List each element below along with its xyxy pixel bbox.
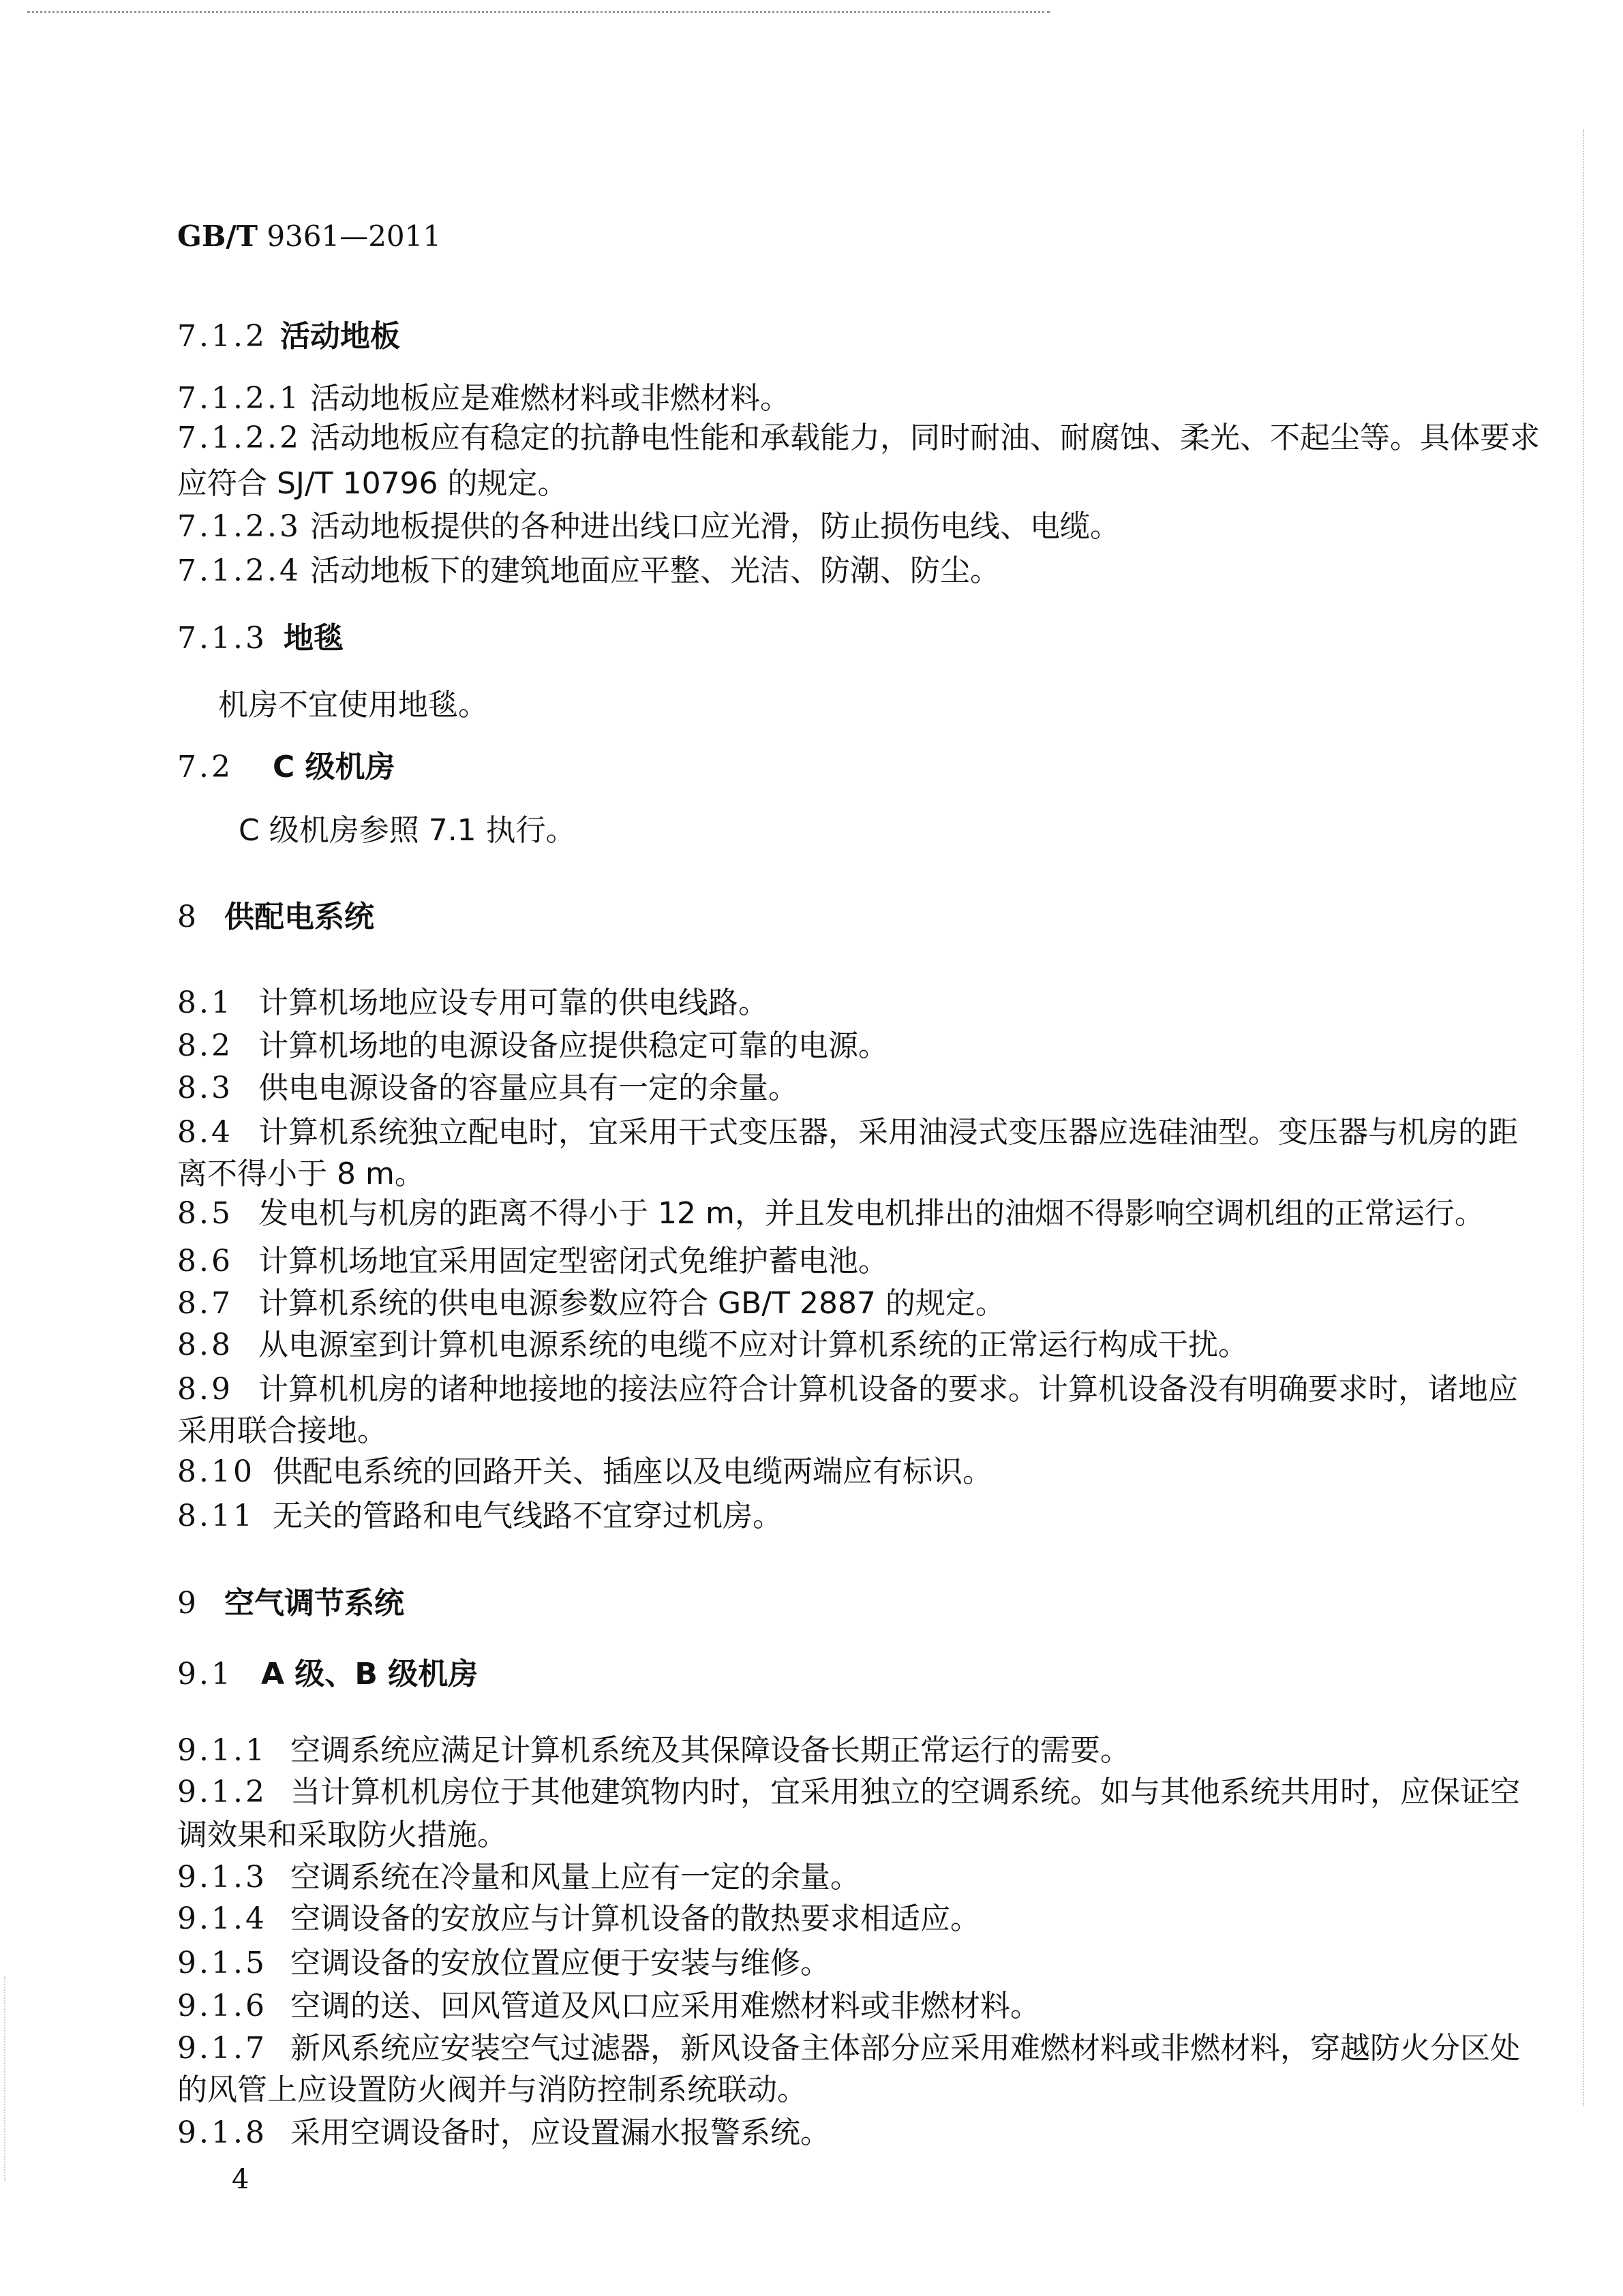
clause-number: 7.1.2 [177,319,267,354]
clause-number: 7.1.2.3 [177,509,301,544]
clause-text: 计算机系统独立配电时，宜采用干式变压器，采用油浸式变压器应选硅油型。变压器与机房的距 [258,1115,1518,1150]
clause-text: 空调系统在冷量和风量上应有一定的余量。 [290,1860,860,1895]
clause-text: 调效果和采取防火措施。 [177,1818,507,1852]
clause-text: 供配电系统的回路开关、插座以及电缆两端应有标识。 [273,1454,992,1489]
clause-number: 7.1.3 [177,621,267,656]
clause-number: 8.9 [177,1372,233,1407]
clause-number: 8.11 [177,1499,255,1533]
clause-number: 9.1.7 [177,2031,267,2066]
standard-number: 9361—2011 [267,219,442,253]
clause-number: 9.1.5 [177,1946,267,1980]
clause-text: 活动地板提供的各种进出线口应光滑，防止损伤电线、电缆。 [310,509,1120,544]
clause-number: 8.10 [177,1454,255,1489]
clause-number: 9.1 [177,1657,233,1692]
clause-number: 8.4 [177,1115,233,1150]
clause-number: 8.8 [177,1328,233,1362]
clause-text: 计算机场地的电源设备应提供稳定可靠的电源。 [258,1028,888,1063]
clause-text: 计算机场地应设专用可靠的供电线路。 [258,985,768,1020]
clause-text: 空调的送、回风管道及风口应采用难燃材料或非燃材料。 [290,1989,1040,2023]
clause-number: 8 [177,900,199,934]
clause-number: 8.2 [177,1028,233,1063]
page-number: 4 [232,2164,249,2195]
clause-text: 应符合 SJ/T 10796 的规定。 [177,466,568,501]
heading-text: 空气调节系统 [224,1586,404,1621]
clause-text: 活动地板应是难燃材料或非燃材料。 [310,381,790,416]
clause-number: 8.3 [177,1071,233,1105]
clause-number: 9.1.3 [177,1860,267,1895]
clause-number: 9.1.8 [177,2115,267,2150]
clause-text: 计算机系统的供电电源参数应符合 GB/T 2887 的规定。 [258,1286,1005,1321]
clause-text: 从电源室到计算机电源系统的电缆不应对计算机系统的正常运行构成干扰。 [258,1328,1248,1362]
clause-number: 9.1.4 [177,1901,267,1936]
heading-text: C 级机房 [273,750,395,784]
clause-text: 发电机与机房的距离不得小于 12 m，并且发电机排出的油烟不得影响空调机组的正常运行。 [258,1196,1485,1231]
clause-text: 采用联合接地。 [177,1413,387,1448]
clause-number: 7.1.2.2 [177,420,301,455]
heading-text: A 级、B 级机房 [261,1657,479,1692]
clause-number: 9 [177,1586,199,1621]
document-header [177,219,441,254]
clause-number: 7.1.2.4 [177,553,301,588]
clause-number: 9.1.6 [177,1989,267,2023]
scan-top-edge-line [27,11,1050,13]
clause-text: C 级机房参照 7.1 执行。 [239,813,576,848]
standard-code: GB/T [177,219,258,253]
clause-number: 9.1.2 [177,1775,267,1809]
clause-text: 空调设备的安放位置应便于安装与维修。 [290,1946,830,1980]
clause-number: 7.2 [177,750,233,784]
heading-text: 活动地板 [280,319,400,354]
clause-text: 离不得小于 8 m。 [177,1157,425,1191]
clause-text: 活动地板下的建筑地面应平整、光洁、防潮、防尘。 [310,553,1000,588]
scan-left-edge-mark [4,1976,5,2181]
clause-text: 机房不宜使用地毯。 [218,688,488,722]
scan-right-edge-line [1583,129,1584,2106]
clause-text: 的风管上应设置防火阀并与消防控制系统联动。 [177,2072,807,2107]
clause-text: 当计算机机房位于其他建筑物内时，宜采用独立的空调系统。如与其他系统共用时，应保证空 [290,1775,1520,1809]
clause-text: 活动地板应有稳定的抗静电性能和承载能力，同时耐油、耐腐蚀、柔光、不起尘等。具体要求 [310,420,1540,455]
clause-text: 采用空调设备时，应设置漏水报警系统。 [290,2115,830,2150]
clause-text: 空调系统应满足计算机系统及其保障设备长期正常运行的需要。 [290,1733,1130,1768]
heading-text: 供配电系统 [224,900,374,934]
clause-number: 9.1.1 [177,1733,267,1768]
clause-text: 新风系统应安装空气过滤器，新风设备主体部分应采用难燃材料或非燃材料，穿越防火分区处 [290,2031,1520,2066]
clause-text: 计算机场地宜采用固定型密闭式免维护蓄电池。 [258,1244,888,1279]
clause-number: 8.6 [177,1244,233,1279]
clause-text: 供电电源设备的容量应具有一定的余量。 [258,1071,798,1105]
clause-number: 8.5 [177,1196,233,1231]
clause-text: 空调设备的安放应与计算机设备的散热要求相适应。 [290,1901,980,1936]
clause-number: 7.1.2.1 [177,381,301,416]
heading-text: 地毯 [284,621,344,656]
clause-text: 计算机机房的诸种地接地的接法应符合计算机设备的要求。计算机设备没有明确要求时，诸地应 [258,1372,1518,1407]
clause-number: 8.1 [177,985,233,1020]
clause-number: 8.7 [177,1286,233,1321]
clause-text: 无关的管路和电气线路不宜穿过机房。 [273,1499,783,1533]
